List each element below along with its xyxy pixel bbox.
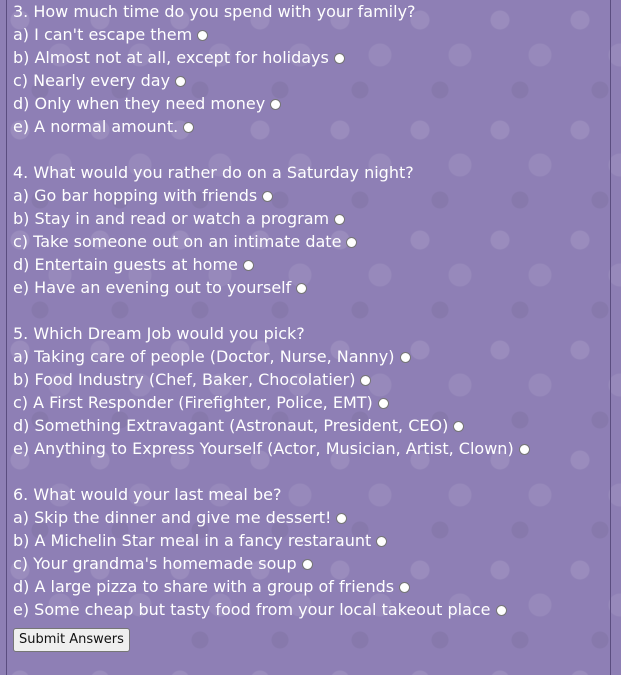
- question-6-option-e: [13, 598, 530, 621]
- question-3-option-b: [13, 46, 530, 69]
- submit-row: [13, 621, 530, 652]
- option-label: e) Have an evening out to yourself: [13, 278, 292, 297]
- q4-radio-a[interactable]: [262, 191, 273, 202]
- q3-radio-a[interactable]: [197, 30, 208, 41]
- question-6-option-b: [13, 529, 530, 552]
- question-6-option-a: [13, 506, 530, 529]
- q4-radio-c[interactable]: [346, 237, 357, 248]
- option-label: b) A Michelin Star meal in a fancy restaraunt: [13, 531, 372, 550]
- question-6-option-c: [13, 552, 530, 575]
- option-label: b) Almost not at all, except for holidays: [13, 48, 329, 67]
- option-label: d) Only when they need money: [13, 94, 266, 113]
- q4-radio-e[interactable]: [296, 283, 307, 294]
- quiz-form: [13, 0, 530, 652]
- option-label: c) Nearly every day: [13, 71, 171, 90]
- question-spacer: [13, 460, 530, 483]
- option-label: c) A First Responder (Firefighter, Police, EMT): [13, 393, 373, 412]
- question-5-option-b: [13, 368, 530, 391]
- question-3-option-a: [13, 23, 530, 46]
- question-3-option-d: [13, 92, 530, 115]
- option-label: b) Food Industry (Chef, Baker, Chocolatier): [13, 370, 356, 389]
- q6-radio-b[interactable]: [376, 536, 387, 547]
- question-6-text: 6. What would your last meal be?: [13, 485, 282, 504]
- option-label: a) Go bar hopping with friends: [13, 186, 258, 205]
- question-4-option-d: [13, 253, 530, 276]
- option-label: d) Entertain guests at home: [13, 255, 238, 274]
- option-label: a) Skip the dinner and give me dessert!: [13, 508, 332, 527]
- question-4-option-b: [13, 207, 530, 230]
- q3-radio-c[interactable]: [175, 76, 186, 87]
- q5-radio-b[interactable]: [360, 375, 371, 386]
- option-label: c) Your grandma's homemade soup: [13, 554, 297, 573]
- question-6-option-d: [13, 575, 530, 598]
- option-label: d) Something Extravagant (Astronaut, President, CEO): [13, 416, 449, 435]
- option-label: e) A normal amount.: [13, 117, 179, 136]
- question-spacer: [13, 299, 530, 322]
- question-5-option-a: [13, 345, 530, 368]
- submit-answers-button[interactable]: Submit Answers: [13, 628, 130, 652]
- option-label: e) Anything to Express Yourself (Actor, Musician, Artist, Clown): [13, 439, 514, 458]
- question-4-option-e: [13, 276, 530, 299]
- question-5-option-d: [13, 414, 530, 437]
- q4-radio-d[interactable]: [243, 260, 254, 271]
- question-5-option-c: [13, 391, 530, 414]
- q6-radio-e[interactable]: [496, 605, 507, 616]
- option-label: a) Taking care of people (Doctor, Nurse, Nanny): [13, 347, 395, 366]
- q3-radio-d[interactable]: [270, 99, 281, 110]
- q4-radio-b[interactable]: [334, 214, 345, 225]
- q6-radio-d[interactable]: [399, 582, 410, 593]
- question-3-option-c: [13, 69, 530, 92]
- question-3-option-e: [13, 115, 530, 138]
- question-4-text: 4. What would you rather do on a Saturday night?: [13, 163, 414, 182]
- question-4-option-c: [13, 230, 530, 253]
- option-label: a) I can't escape them: [13, 25, 193, 44]
- q5-radio-d[interactable]: [453, 421, 464, 432]
- question-5-option-e: [13, 437, 530, 460]
- question-3-text: 3. How much time do you spend with your family?: [13, 2, 416, 21]
- question-4-option-a: [13, 184, 530, 207]
- option-label: b) Stay in and read or watch a program: [13, 209, 330, 228]
- option-label: c) Take someone out on an intimate date: [13, 232, 342, 251]
- q5-radio-a[interactable]: [400, 352, 411, 363]
- question-5-text: 5. Which Dream Job would you pick?: [13, 324, 305, 343]
- q6-radio-a[interactable]: [336, 513, 347, 524]
- q3-radio-e[interactable]: [183, 122, 194, 133]
- q5-radio-c[interactable]: [378, 398, 389, 409]
- question-spacer: [13, 138, 530, 161]
- q5-radio-e[interactable]: [519, 444, 530, 455]
- option-label: d) A large pizza to share with a group of friends: [13, 577, 395, 596]
- q6-radio-c[interactable]: [302, 559, 313, 570]
- q3-radio-b[interactable]: [334, 53, 345, 64]
- option-label: e) Some cheap but tasty food from your local takeout place: [13, 600, 491, 619]
